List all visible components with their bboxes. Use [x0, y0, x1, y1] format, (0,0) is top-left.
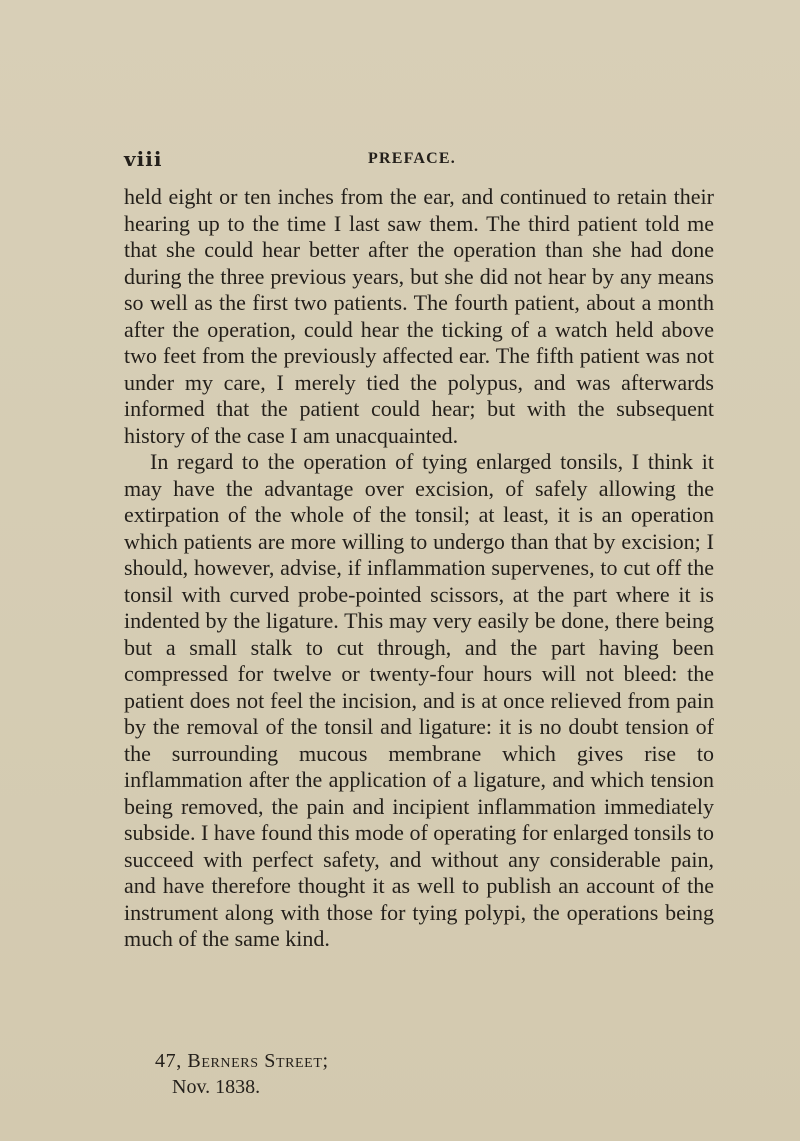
paragraph-tonsils: In regard to the operation of tying enlarged tonsils, I think it may have the advantage over excision, of safely allowing the extirpation of the whole of the tonsil; at least, it is an operation which patients are more willing to undergo than that by excision; I should, however, advise, if inflammation supervenes, to cut off the tonsil with curved probe-pointed scissors, at the part where it is indented by the ligature. This may very easily be done, there being but a small stalk to cut through, and the part having been compressed for twelve or twenty-four hours will not bleed: the patient does not feel the incision, and is at once relieved from pain by the removal of the tonsil and ligature: it is no doubt tension of the surrounding mucous membrane which gives rise to inflammation after the application of a ligature, and which tension being removed, the pain and incipient inflammation immediately subside. I have found this mode of operating for enlarged tonsils to succeed with perfect safety, and without any considerable pain, and have therefore thought it as well to publish an account of the instrument along with those for tying polypi, the operations being much of the same kind. [124, 449, 714, 951]
paragraph-continued: held eight or ten inches from the ear, and continued to retain their hearing up to the time I last saw them. The third patient told me that she could hear better after the operation than she had done during the three previous years, but she did not hear by any means so well as the first two patients. The fourth patient, about a month after the operation, could hear the ticking of a watch held above two feet from the previously affected ear. The fifth patient was not under my care, I merely tied the polypus, and was afterwards informed that the patient could hear; but with the subsequent history of the case I am unacquainted. [124, 184, 714, 448]
page-header [124, 147, 714, 171]
running-head: PREFACE. [368, 150, 456, 167]
body-text [124, 184, 714, 953]
signoff [155, 1048, 329, 1100]
signoff-date: Nov. 1838. [172, 1076, 261, 1098]
signoff-address: 47, Berners Street; [155, 1050, 329, 1072]
page-number: viii [124, 147, 163, 171]
